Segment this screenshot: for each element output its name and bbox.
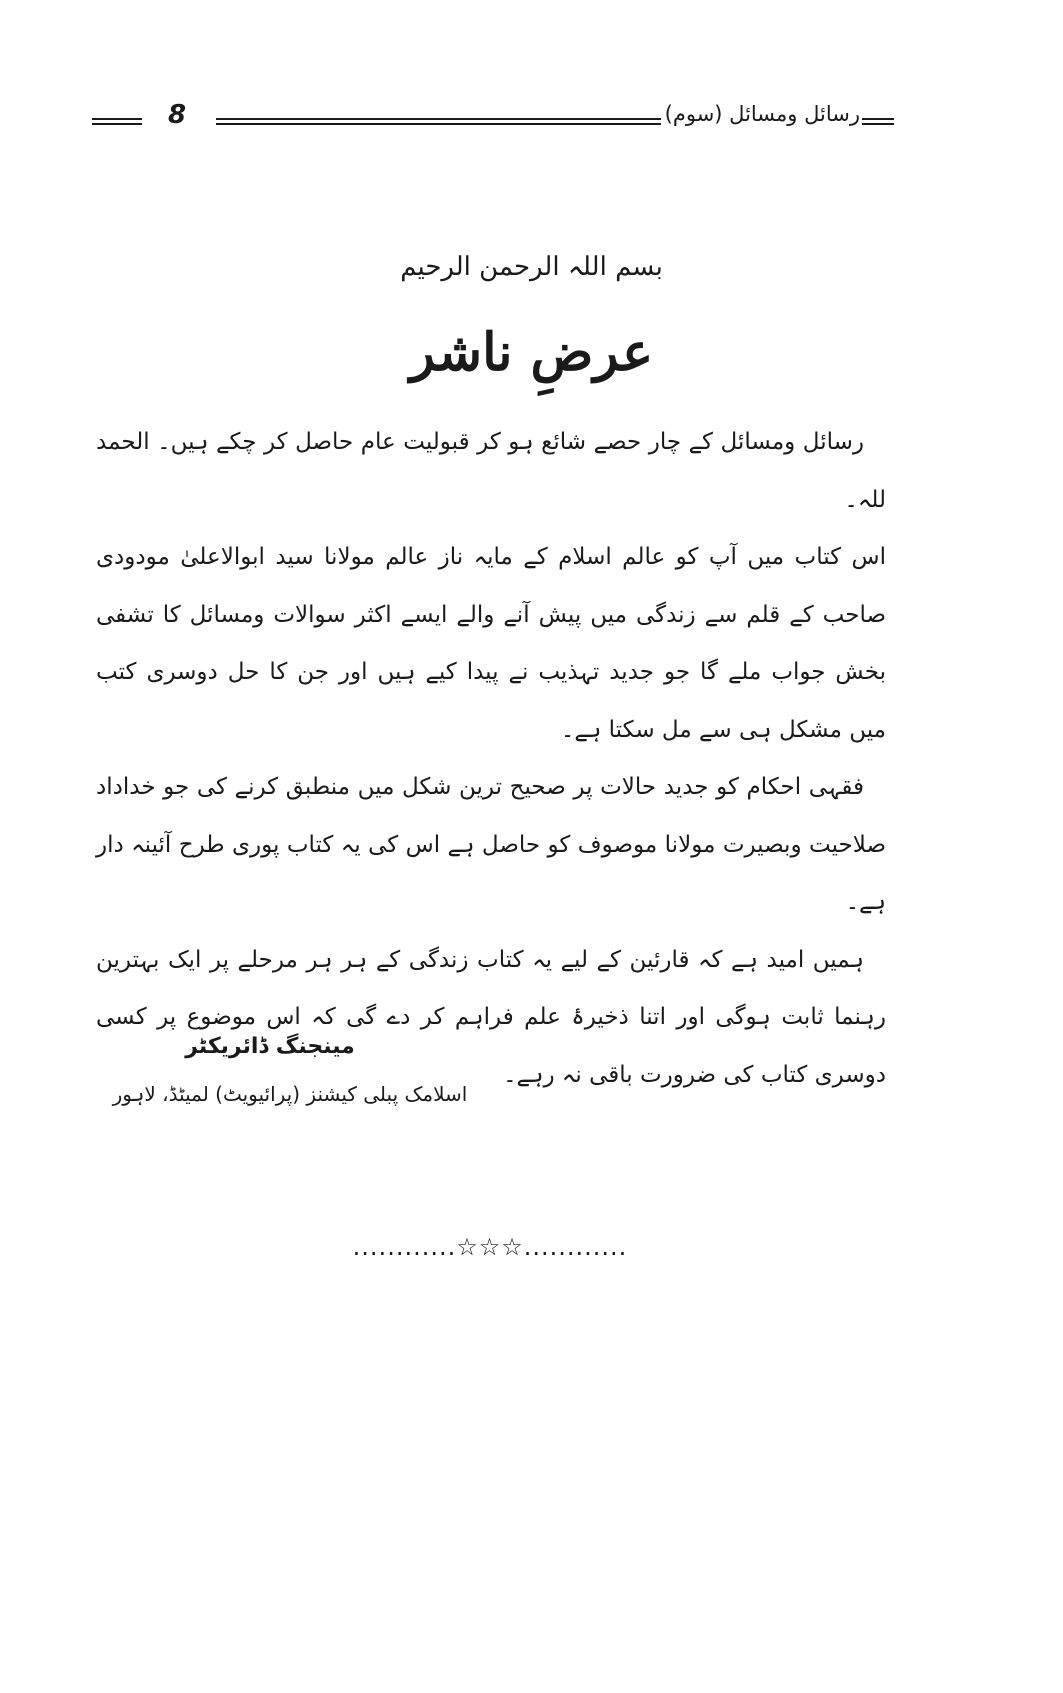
page-header [92, 100, 894, 140]
page-title: عرضِ ناشر [409, 322, 654, 383]
paragraph-4: ہمیں امید ہے کہ قارئین کے لیے یہ کتاب زندگی کے ہر ہر مرحلے پر ایک بہترین رہنما ثابت ہوگی اور اتنا ذخیرۂ علم فراہم کر دے گی کہ اس موضوع پر کسی دوسری کتاب کی ضرورت باقی نہ رہے۔ [96, 946, 886, 1088]
closing-ornament: ............☆☆☆............ [352, 1233, 628, 1261]
header-rule-left [92, 118, 142, 125]
paragraph-3: فقہی احکام کو جدید حالات پر صحیح ترین شکل میں منطبق کرنے کی جو خداداد صلاحیت وبصیرت مولانا موصوف کو حاصل ہے اس کی یہ کتاب پوری طرح آئینہ دار ہے۔ [96, 774, 886, 915]
page-number: 8 [168, 100, 187, 130]
signature-organization: اسلامک پبلی کیشنز (پرائیویٹ) لمیٹڈ، لاہور [112, 1082, 468, 1106]
paragraph-2: اس کتاب میں آپ کو عالم اسلام کے مایہ ناز عالم مولانا سید ابوالاعلیٰ مودودی صاحب کے قلم سے زندگی میں پیش آنے والے ایسے اکثر سوالات ومسائل کا تشفی بخش جواب ملے گا جو جدید تہذیب نے پیدا کیے ہیں اور جن کا حل دوسری کتب میں مشکل ہی سے مل سکتا ہے۔ [96, 544, 886, 743]
signature-block [110, 1022, 470, 1116]
bismillah: بسم اللہ الرحمن الرحیم [400, 252, 663, 282]
paragraph-1: رسائل ومسائل کے چار حصے شائع ہو کر قبولیت عام حاصل کر چکے ہیں۔ الحمد للہ۔ [96, 429, 886, 513]
header-rule-middle [216, 118, 661, 125]
signature-role: مینجنگ ڈائریکٹر [185, 1034, 355, 1059]
running-head: رسائل ومسائل (سوم) [664, 102, 860, 126]
header-rule-right [862, 118, 894, 125]
publisher-note-body [96, 414, 886, 1104]
